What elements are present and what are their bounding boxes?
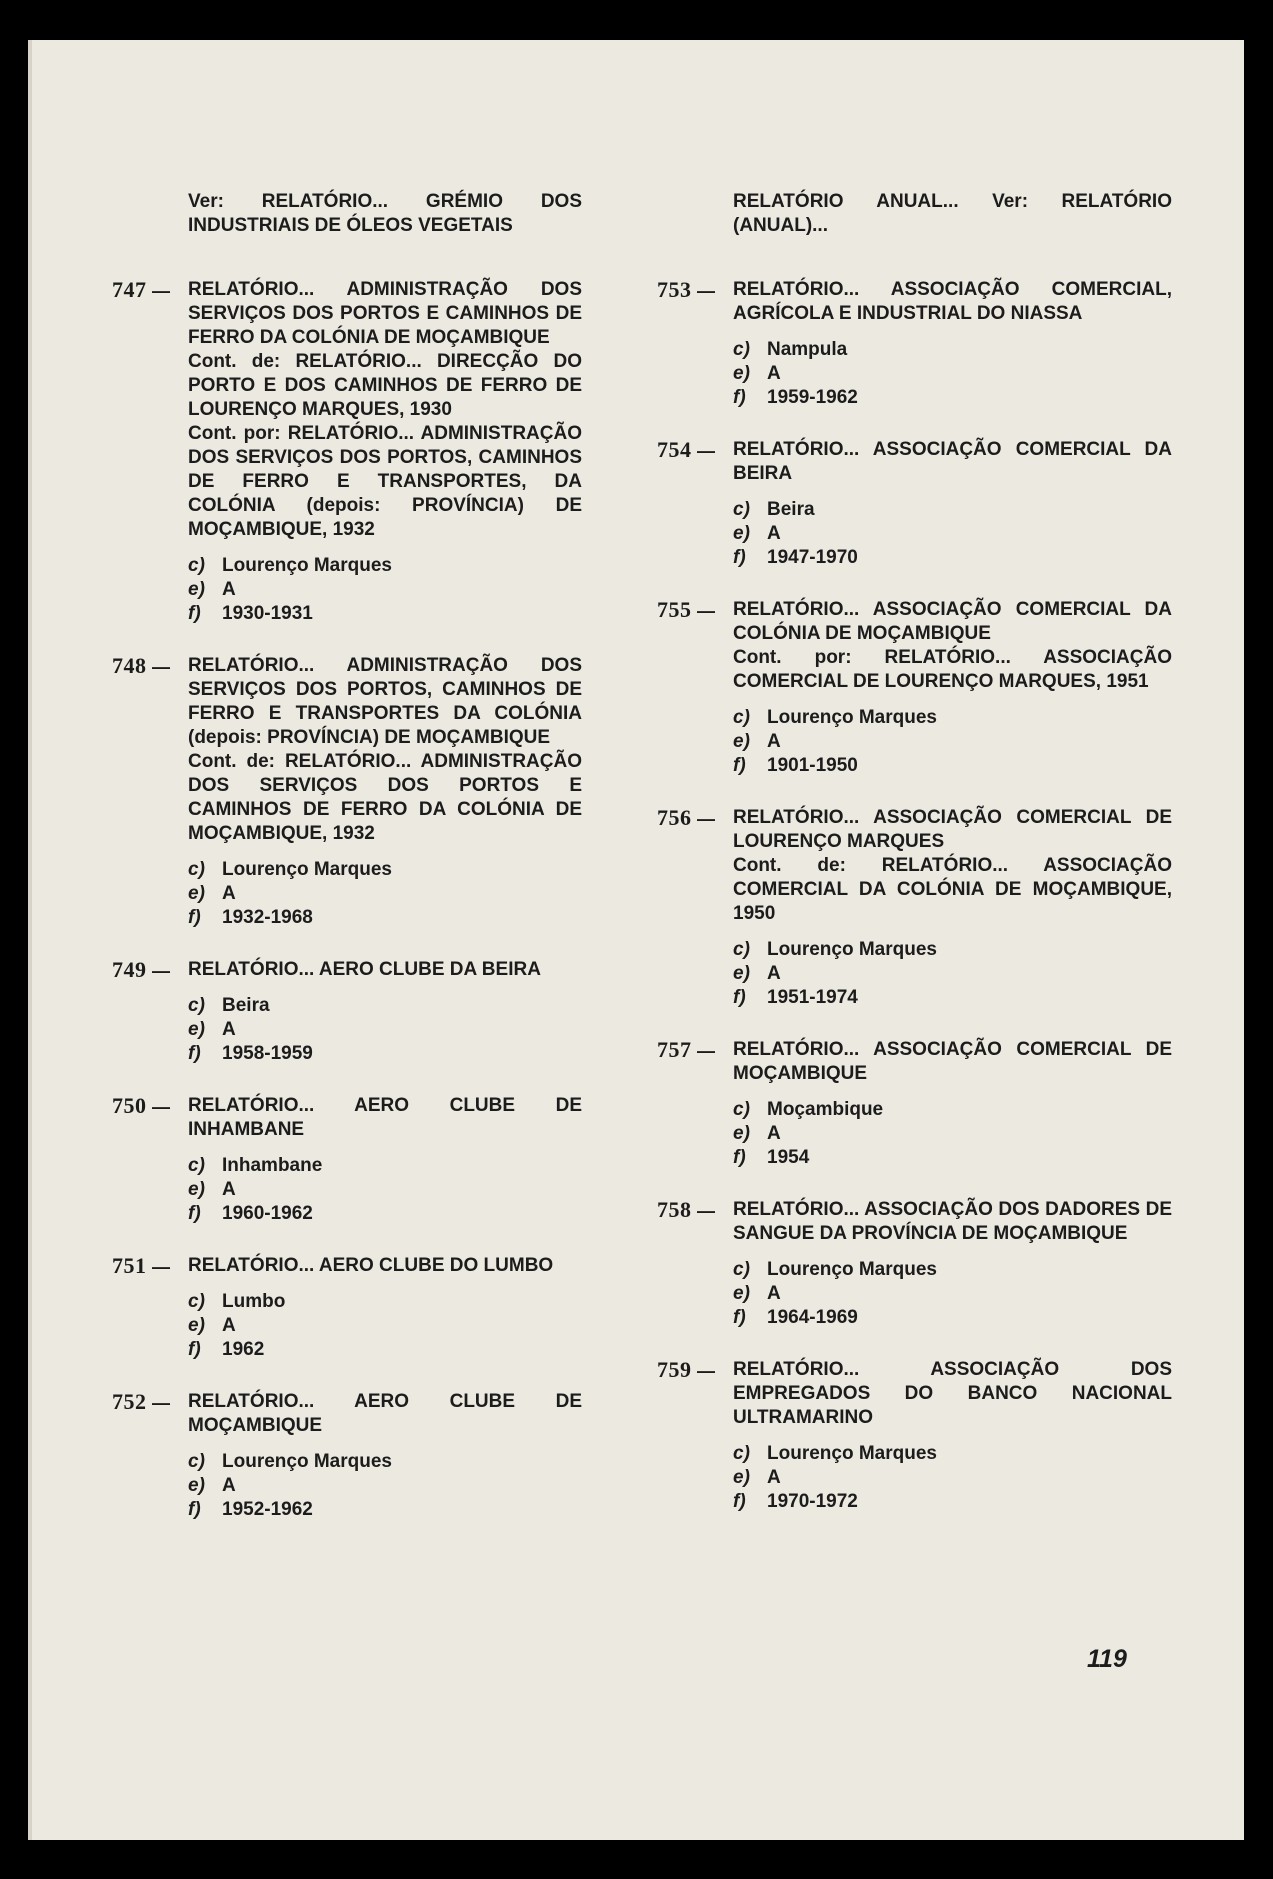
entry-field-row — [733, 1258, 1172, 1282]
field-value: Inhambane — [222, 1155, 323, 1176]
catalog-entry — [112, 958, 582, 1066]
entry-fields — [733, 1442, 1172, 1514]
entry-title: RELATÓRIO... AERO CLUBE DE INHAMBANE — [188, 1095, 582, 1140]
field-value: 1964-1969 — [767, 1307, 858, 1328]
field-value: 1947-1970 — [767, 547, 858, 568]
entry-number: 759 — — [657, 1358, 716, 1383]
entry-fields — [733, 498, 1172, 570]
entry-field-row — [733, 522, 1172, 546]
entry-number: 747 — — [112, 278, 171, 303]
right-column — [657, 190, 1172, 1542]
field-label: f) — [733, 547, 746, 568]
field-label: c) — [733, 1259, 750, 1280]
field-label: f) — [188, 1203, 201, 1224]
field-value: Beira — [222, 995, 270, 1016]
field-value: 1952-1962 — [222, 1499, 313, 1520]
field-value: Moçambique — [767, 1099, 884, 1120]
entry-field-row — [188, 554, 582, 578]
entry-field-row — [188, 1314, 582, 1338]
entry-title: Ver: RELATÓRIO... GRÉMIO DOS INDUSTRIAIS DE ÓLEOS VEGETAIS — [188, 191, 582, 236]
field-value: 1951-1974 — [767, 987, 858, 1008]
entry-title: RELATÓRIO... AERO CLUBE DA BEIRA — [188, 959, 541, 980]
entry-title: RELATÓRIO... ASSOCIAÇÃO COMERCIAL DA BEIRA — [733, 439, 1172, 484]
entry-fields — [188, 858, 582, 930]
entry-field-row — [733, 754, 1172, 778]
entry-field-row — [733, 706, 1172, 730]
field-label: e) — [188, 579, 205, 600]
entry-number: 753 — — [657, 278, 716, 303]
entry-fields — [733, 938, 1172, 1010]
field-label: f) — [188, 1339, 201, 1360]
catalog-entry — [112, 654, 582, 930]
field-label: f) — [733, 987, 746, 1008]
entry-field-row — [188, 1450, 582, 1474]
field-value: Lourenço Marques — [222, 859, 392, 880]
field-label: c) — [188, 1291, 205, 1312]
catalog-entry — [112, 278, 582, 626]
entry-fields — [733, 338, 1172, 410]
entry-fields — [733, 1098, 1172, 1170]
entry-fields — [188, 554, 582, 626]
catalog-entry — [657, 806, 1172, 1010]
entry-fields — [188, 994, 582, 1066]
entry-field-row — [733, 1122, 1172, 1146]
entry-title: RELATÓRIO... ASSOCIAÇÃO COMERCIAL DE MOÇAMBIQUE — [733, 1039, 1172, 1084]
field-label: e) — [188, 883, 205, 904]
field-label: e) — [733, 1467, 750, 1488]
field-value: 1954 — [767, 1147, 810, 1168]
entry-number: 757 — — [657, 1038, 716, 1063]
entry-title: RELATÓRIO ANUAL... Ver: RELATÓRIO (ANUAL)... — [733, 191, 1172, 236]
field-value: 1958-1959 — [222, 1043, 313, 1064]
entry-field-row — [188, 882, 582, 906]
entry-field-row — [188, 1338, 582, 1362]
entry-number: 756 — — [657, 806, 716, 831]
entry-fields — [188, 1450, 582, 1522]
entry-title: RELATÓRIO... ADMINISTRAÇÃO DOS SERVIÇOS DOS PORTOS E CAMINHOS DE FERRO DA COLÓNIA DE MOÇAMBIQUE — [188, 279, 582, 348]
field-value: A — [222, 579, 236, 600]
field-value: A — [767, 523, 781, 544]
entry-field-row — [733, 986, 1172, 1010]
left-column — [112, 190, 582, 1550]
entry-field-row — [188, 906, 582, 930]
field-value: Lourenço Marques — [767, 1259, 937, 1280]
catalog-entry — [657, 1038, 1172, 1170]
catalog-entry — [657, 598, 1172, 778]
field-label: e) — [733, 1283, 750, 1304]
catalog-entry — [112, 1390, 582, 1522]
field-label: f) — [188, 1499, 201, 1520]
entry-field-row — [733, 338, 1172, 362]
field-label: c) — [188, 995, 205, 1016]
field-label: c) — [188, 1155, 205, 1176]
entry-field-row — [188, 1042, 582, 1066]
catalog-entry — [657, 190, 1172, 238]
field-label: c) — [188, 859, 205, 880]
field-label: f) — [733, 1491, 746, 1512]
entry-title: RELATÓRIO... ADMINISTRAÇÃO DOS SERVIÇOS DOS PORTOS, CAMINHOS DE FERRO E TRANSPORTES DA COLÓNIA (depois: PROVÍNCIA) DE MOÇAMBIQUE — [188, 655, 582, 748]
field-label: c) — [733, 499, 750, 520]
entry-field-row — [733, 1282, 1172, 1306]
entry-number: 758 — — [657, 1198, 716, 1223]
field-value: A — [767, 963, 781, 984]
entry-field-row — [733, 1442, 1172, 1466]
entry-field-row — [188, 1154, 582, 1178]
entry-field-row — [733, 546, 1172, 570]
entry-number: 750 — — [112, 1094, 171, 1119]
catalog-entry — [657, 438, 1172, 570]
field-label: e) — [188, 1475, 205, 1496]
entry-field-row — [188, 1202, 582, 1226]
entry-continuation-note: Cont. de: RELATÓRIO... DIRECÇÃO DO PORTO E DOS CAMINHOS DE FERRO DE LOURENÇO MARQUES, 1930 — [188, 351, 582, 420]
entry-title: RELATÓRIO... ASSOCIAÇÃO COMERCIAL, AGRÍCOLA E INDUSTRIAL DO NIASSA — [733, 279, 1172, 324]
entry-number: 748 — — [112, 654, 171, 679]
entry-field-row — [733, 362, 1172, 386]
entry-title: RELATÓRIO... AERO CLUBE DO LUMBO — [188, 1255, 554, 1276]
catalog-entry — [657, 278, 1172, 410]
field-value: A — [222, 1019, 236, 1040]
field-label: e) — [188, 1019, 205, 1040]
entry-field-row — [188, 1290, 582, 1314]
field-value: A — [767, 1123, 781, 1144]
field-value: A — [767, 731, 781, 752]
field-label: e) — [188, 1179, 205, 1200]
field-value: Nampula — [767, 339, 848, 360]
entry-field-row — [733, 962, 1172, 986]
field-value: Lourenço Marques — [222, 555, 392, 576]
catalog-entry — [112, 190, 582, 238]
entry-number: 749 — — [112, 958, 171, 983]
field-label: f) — [733, 387, 746, 408]
entry-field-row — [188, 858, 582, 882]
field-value: 1959-1962 — [767, 387, 858, 408]
field-value: Lourenço Marques — [222, 1451, 392, 1472]
field-label: c) — [733, 939, 750, 960]
field-label: f) — [733, 1307, 746, 1328]
field-label: e) — [733, 1123, 750, 1144]
page-number: 119 — [1087, 1645, 1127, 1673]
entry-field-row — [733, 386, 1172, 410]
entry-field-row — [188, 994, 582, 1018]
entry-continuation-note: Cont. por: RELATÓRIO... ADMINISTRAÇÃO DOS SERVIÇOS DOS PORTOS, CAMINHOS DE FERRO E TRANSPORTES, DA COLÓNIA (depois: PROVÍNCIA) DE MOÇAMBIQUE, 1932 — [188, 423, 582, 540]
entry-title: RELATÓRIO... ASSOCIAÇÃO COMERCIAL DE LOURENÇO MARQUES — [733, 807, 1172, 852]
field-value: A — [222, 883, 236, 904]
entry-field-row — [733, 1490, 1172, 1514]
book-page — [28, 40, 1244, 1840]
field-value: Lourenço Marques — [767, 939, 937, 960]
entry-title: RELATÓRIO... ASSOCIAÇÃO DOS DADORES DE SANGUE DA PROVÍNCIA DE MOÇAMBIQUE — [733, 1199, 1172, 1244]
field-value: Lourenço Marques — [767, 707, 937, 728]
field-label: e) — [733, 963, 750, 984]
entry-number: 755 — — [657, 598, 716, 623]
catalog-entry — [112, 1254, 582, 1362]
field-label: f) — [188, 1043, 201, 1064]
entry-fields — [733, 1258, 1172, 1330]
entry-field-row — [733, 1306, 1172, 1330]
field-label: f) — [188, 603, 201, 624]
field-value: Lumbo — [222, 1291, 286, 1312]
field-value: 1960-1962 — [222, 1203, 313, 1224]
field-value: A — [222, 1179, 236, 1200]
entry-field-row — [733, 730, 1172, 754]
entry-number: 752 — — [112, 1390, 171, 1415]
field-label: f) — [733, 1147, 746, 1168]
entry-field-row — [733, 1466, 1172, 1490]
field-label: c) — [733, 1443, 750, 1464]
field-value: Beira — [767, 499, 815, 520]
field-label: c) — [733, 1099, 750, 1120]
catalog-entry — [657, 1198, 1172, 1330]
field-value: A — [222, 1475, 236, 1496]
field-value: 1970-1972 — [767, 1491, 858, 1512]
entry-title: RELATÓRIO... ASSOCIAÇÃO COMERCIAL DA COLÓNIA DE MOÇAMBIQUE — [733, 599, 1172, 644]
entry-fields — [733, 706, 1172, 778]
field-label: e) — [733, 523, 750, 544]
catalog-entry — [657, 1358, 1172, 1514]
field-value: 1932-1968 — [222, 907, 313, 928]
field-value: 1901-1950 — [767, 755, 858, 776]
field-value: A — [767, 1467, 781, 1488]
entry-title: RELATÓRIO... AERO CLUBE DE MOÇAMBIQUE — [188, 1391, 582, 1436]
entry-field-row — [188, 578, 582, 602]
field-label: c) — [188, 1451, 205, 1472]
entry-field-row — [188, 1018, 582, 1042]
entry-number: 754 — — [657, 438, 716, 463]
field-label: f) — [188, 907, 201, 928]
entry-fields — [188, 1154, 582, 1226]
entry-fields — [188, 1290, 582, 1362]
entry-field-row — [733, 938, 1172, 962]
entry-field-row — [188, 1498, 582, 1522]
field-value: A — [222, 1315, 236, 1336]
field-label: f) — [733, 755, 746, 776]
entry-field-row — [733, 498, 1172, 522]
field-label: c) — [733, 707, 750, 728]
entry-continuation-note: Cont. de: RELATÓRIO... ASSOCIAÇÃO COMERCIAL DA COLÓNIA DE MOÇAMBIQUE, 1950 — [733, 855, 1172, 924]
entry-field-row — [733, 1146, 1172, 1170]
field-label: c) — [733, 339, 750, 360]
field-label: c) — [188, 555, 205, 576]
entry-continuation-note: Cont. por: RELATÓRIO... ASSOCIAÇÃO COMERCIAL DE LOURENÇO MARQUES, 1951 — [733, 647, 1172, 692]
field-value: 1930-1931 — [222, 603, 313, 624]
entry-field-row — [188, 602, 582, 626]
entry-field-row — [188, 1474, 582, 1498]
field-value: A — [767, 363, 781, 384]
field-value: 1962 — [222, 1339, 265, 1360]
field-value: A — [767, 1283, 781, 1304]
field-value: Lourenço Marques — [767, 1443, 937, 1464]
entry-continuation-note: Cont. de: RELATÓRIO... ADMINISTRAÇÃO DOS SERVIÇOS DOS PORTOS E CAMINHOS DE FERRO DA COLÓNIA DE MOÇAMBIQUE, 1932 — [188, 751, 582, 844]
field-label: e) — [733, 363, 750, 384]
entry-field-row — [733, 1098, 1172, 1122]
entry-number: 751 — — [112, 1254, 171, 1279]
entry-field-row — [188, 1178, 582, 1202]
catalog-entry — [112, 1094, 582, 1226]
field-label: e) — [188, 1315, 205, 1336]
entry-title: RELATÓRIO... ASSOCIAÇÃO DOS EMPREGADOS DO BANCO NACIONAL ULTRAMARINO — [733, 1359, 1172, 1428]
field-label: e) — [733, 731, 750, 752]
